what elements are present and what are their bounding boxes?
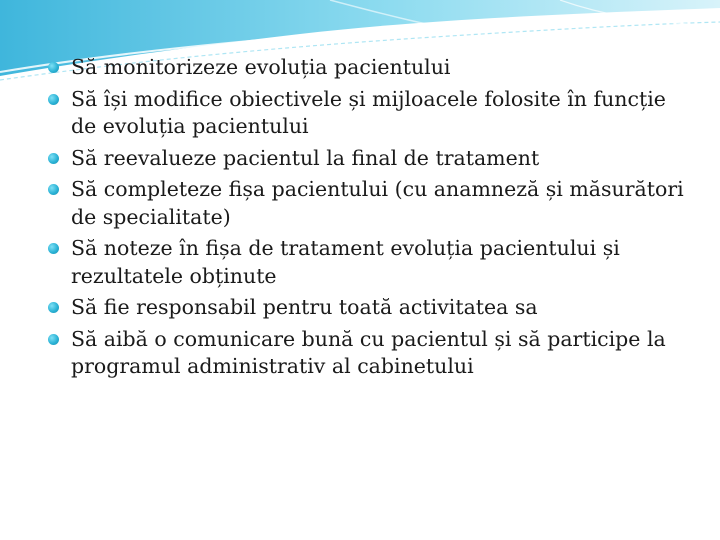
bullet-item xyxy=(46,86,686,141)
bullet-item xyxy=(46,294,686,322)
circle-bullet-icon xyxy=(48,153,59,164)
circle-bullet-icon xyxy=(48,334,59,345)
bullet-text: Să reevalueze pacientul la final de tratament xyxy=(71,145,540,170)
bullet-list xyxy=(46,54,686,385)
bullet-text: Să noteze în fișa de tratament evoluția pacientului și rezultatele obținute xyxy=(71,236,620,288)
bullet-text: Să completeze fișa pacientului (cu anamneză și măsurători de specialitate) xyxy=(71,177,684,229)
circle-bullet-icon xyxy=(48,94,59,105)
bullet-text: Să își modifice obiectivele și mijloacele folosite în funcție de evoluția pacientului xyxy=(71,86,666,138)
bullet-item xyxy=(46,54,686,82)
bullet-item xyxy=(46,235,686,290)
circle-bullet-icon xyxy=(48,62,59,73)
circle-bullet-icon xyxy=(48,243,59,254)
circle-bullet-icon xyxy=(48,302,59,313)
bullet-text: Să fie responsabil pentru toată activitatea sa xyxy=(71,295,538,319)
circle-bullet-icon xyxy=(48,184,59,195)
bullet-item xyxy=(46,326,686,381)
bullet-text: Să monitorizeze evoluția pacientului xyxy=(71,55,451,79)
bullet-text: Să aibă o comunicare bună cu pacientul și să participe la programul administrativ al cabinetului xyxy=(71,326,666,378)
bullet-item xyxy=(46,145,686,173)
bullet-item xyxy=(46,176,686,231)
